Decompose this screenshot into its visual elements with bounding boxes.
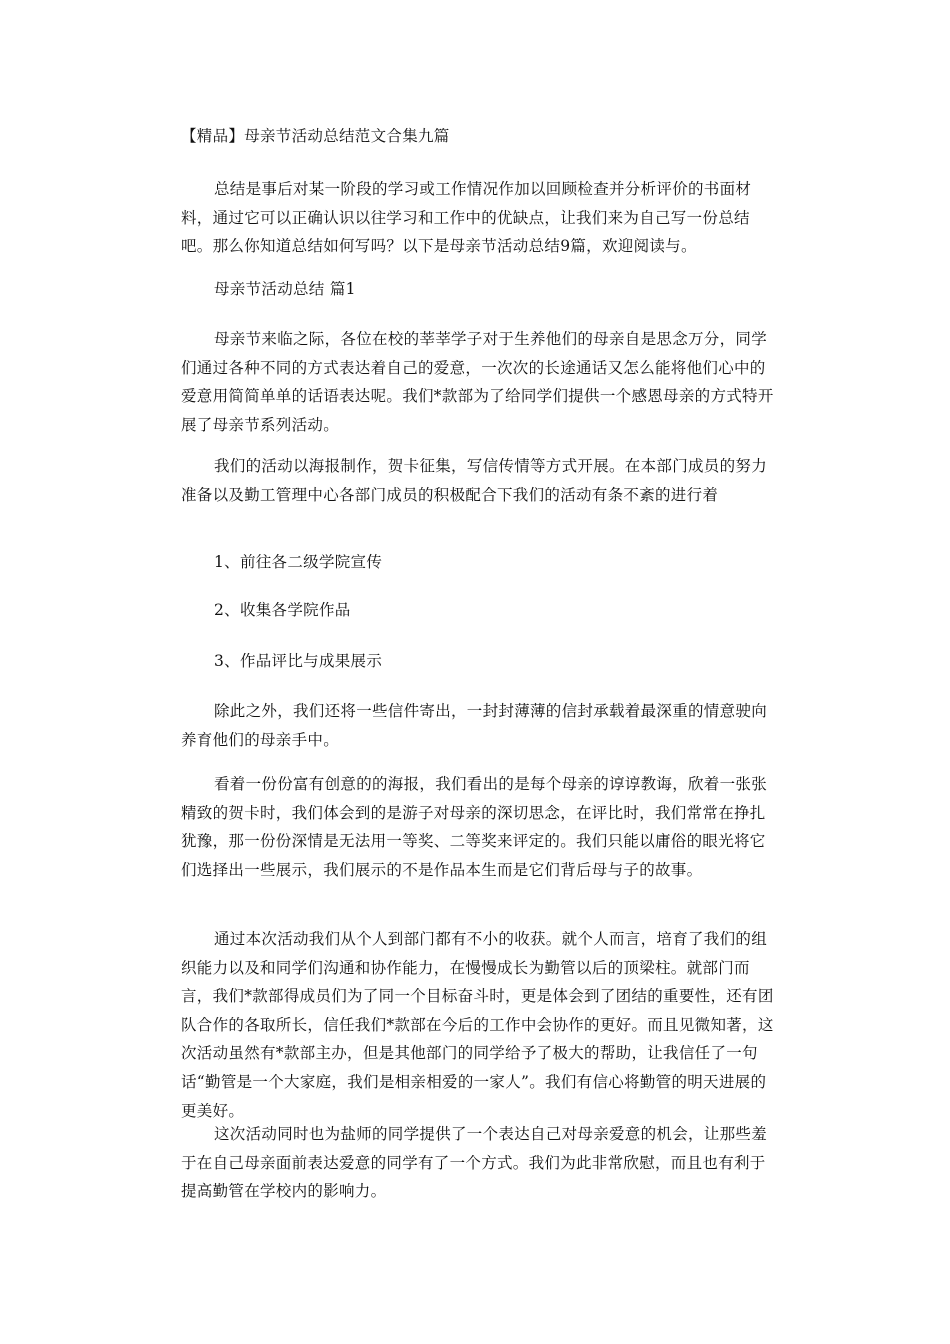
paragraph: 我们的活动以海报制作，贺卡征集，写信传情等方式开展。在本部门成员的努力准备以及勤工管理中心各部门成员的积极配合下我们的活动有条不紊的进行着 xyxy=(181,457,768,504)
intro-paragraph: 总结是事后对某一阶段的学习或工作情况作加以回顾检查并分析评价的书面材料，通过它可以正确认识以往学习和工作中的优缺点，让我们来为自己写一份总结吧。那么你知道总结如何写吗？以下是母亲节活动总结9篇，欢迎阅读与。 xyxy=(181,180,752,256)
list-item: 3、作品评比与成果展示 xyxy=(214,652,383,670)
list-item: 2、收集各学院作品 xyxy=(214,601,351,619)
paragraph: 看着一份份富有创意的的海报，我们看出的是每个母亲的谆谆教诲，欣着一张张精致的贺卡时，我们体会到的是游子对母亲的深切思念，在评比时，我们常常在挣扎犹豫，那一份份深情是无法用一等奖、二等奖来评定的。我们只能以庸俗的眼光将它们选择出一些展示，我们展示的不是作品本生而是它们背后母与子的故事。 xyxy=(181,775,768,879)
section-heading: 母亲节活动总结 篇1 xyxy=(214,280,356,298)
paragraph: 通过本次活动我们从个人到部门都有不小的收获。就个人而言，培育了我们的组织能力以及和同学们沟通和协作能力，在慢慢成长为勤管以后的顶梁柱。就部门而言，我们*款部得成员们为了同一个目标奋斗时，更是体会到了团结的重要性，还有团队合作的各取所长，信任我们*款部在今后的工作中会协作的更好。而且见微知著，这次活动虽然有*款部主办，但是其他部门的同学给予了极大的帮助，让我信任了一句话“勤管是一个大家庭，我们是相亲相爱的一家人”。我们有信心将勤管的明天进展的更美好。 xyxy=(181,930,774,1120)
paragraph: 除此之外，我们还将一些信件寄出，一封封薄薄的信封承载着最深重的情意驶向养育他们的母亲手中。 xyxy=(181,702,768,749)
document-title: 【精品】母亲节活动总结范文合集九篇 xyxy=(181,127,450,145)
paragraph: 母亲节来临之际，各位在校的莘莘学子对于生养他们的母亲自是思念万分，同学们通过各种不同的方式表达着自己的爱意，一次次的长途通话又怎么能将他们心中的爱意用简简单单的话语表达呢。我们*款部为了给同学们提供一个感恩母亲的方式特开展了母亲节系列活动。 xyxy=(181,330,774,434)
list-item: 1、前往各二级学院宣传 xyxy=(214,553,383,571)
paragraph: 这次活动同时也为盐师的同学提供了一个表达自己对母亲爱意的机会，让那些羞于在自己母亲面前表达爱意的同学有了一个方式。我们为此非常欣慰，而且也有利于提高勤管在学校内的影响力。 xyxy=(181,1125,768,1201)
